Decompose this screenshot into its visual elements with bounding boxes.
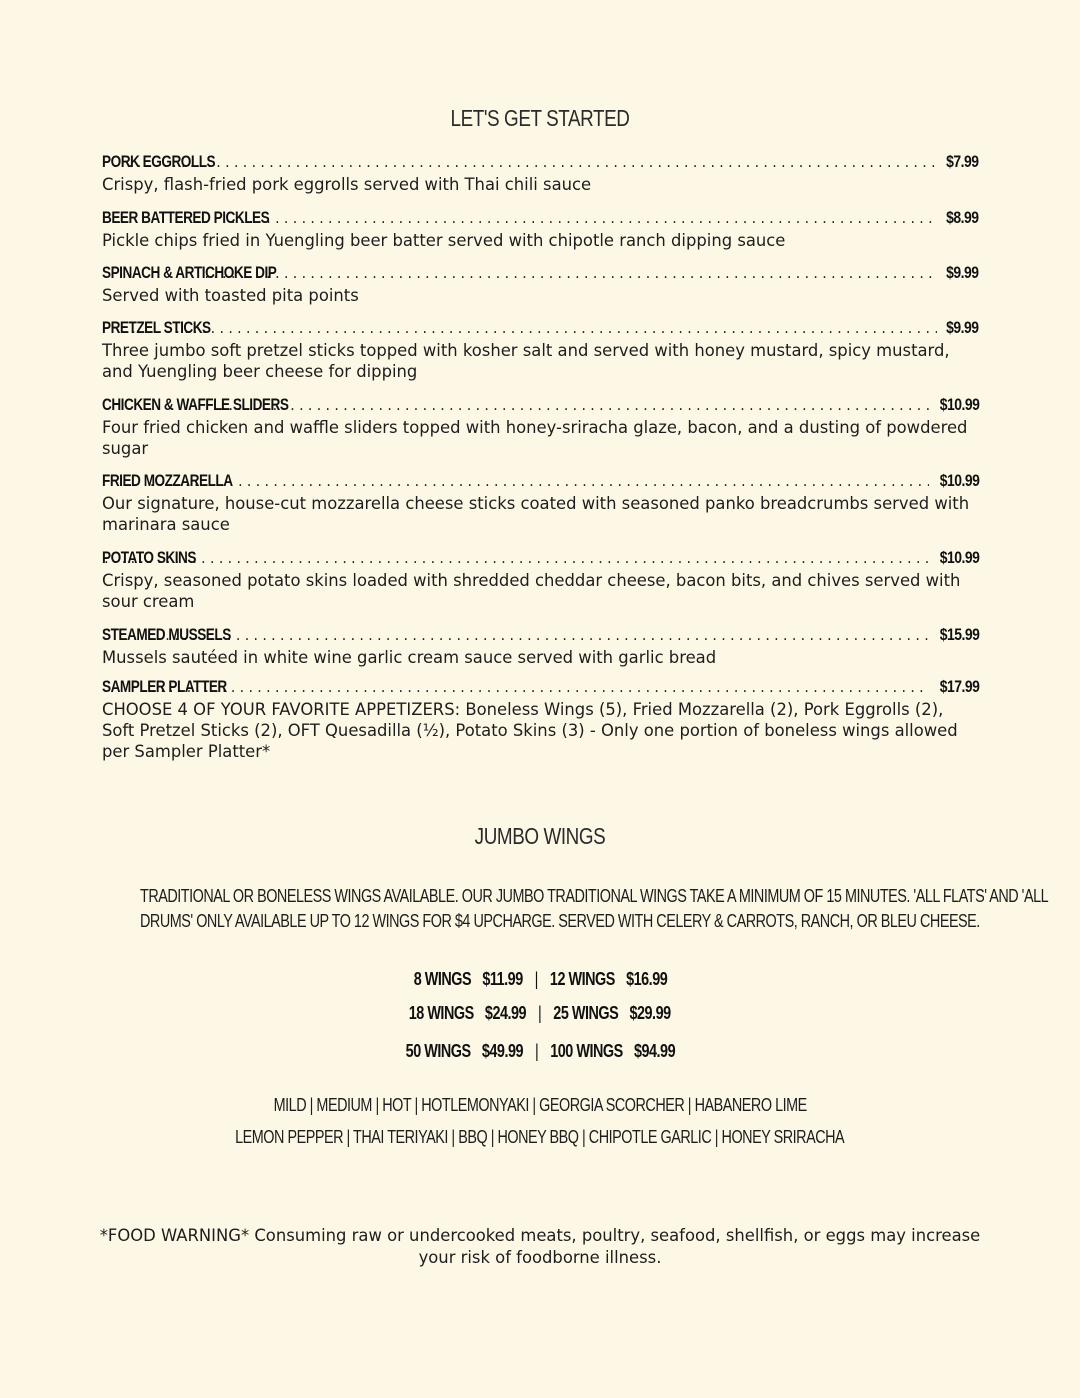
- wing-flavors-text: MILD | MEDIUM | HOT | HOTLEMONYAKI | GEORGIA SCORCHER | HABANERO LIME: [273, 1095, 807, 1115]
- item-name: PRETZEL STICKS: [102, 318, 211, 337]
- menu-item: [102, 318, 979, 382]
- food-warning: *FOOD WARNING* Consuming raw or undercooked meats, poultry, seafood, shellfish, or eggs may increase your risk of foodborne illness.: [99, 1226, 981, 1267]
- wing-price: $49.99: [481, 1041, 523, 1061]
- section-title-starters: LET'S GET STARTED: [450, 105, 630, 131]
- wing-flavors-line: [0, 1095, 1080, 1116]
- menu-item: [102, 395, 979, 459]
- wings-note-line: DRUMS' ONLY AVAILABLE UP TO 12 WINGS FOR $4 UPCHARGE. SERVED WITH CELERY & CARROTS, RANCH, OR BLEU CHEESE.: [140, 911, 980, 931]
- menu-item: [102, 208, 979, 251]
- item-price: $10.99: [939, 548, 979, 567]
- item-name: POTATO SKINS: [102, 548, 196, 567]
- menu-item: [102, 263, 979, 306]
- separator: |: [534, 1041, 538, 1061]
- wing-price: $16.99: [625, 969, 667, 989]
- dot-leader: [218, 400, 928, 412]
- wing-price: $11.99: [481, 969, 523, 989]
- wing-count: 18 WINGS: [409, 1003, 475, 1023]
- wing-price: $24.99: [485, 1003, 527, 1023]
- wing-count: 12 WINGS: [549, 969, 615, 989]
- menu-item: [102, 471, 979, 535]
- wing-price-row: [0, 969, 1080, 990]
- wing-count: 25 WINGS: [553, 1003, 619, 1023]
- wing-price: $29.99: [629, 1003, 671, 1023]
- dot-leader: [141, 682, 928, 694]
- item-price: $17.99: [939, 677, 979, 696]
- item-description: CHOOSE 4 OF YOUR FAVORITE APPETIZERS: Boneless Wings (5), Fried Mozzarella (2), Pork Eggrolls (2), Soft Pretzel Sticks (2), OFT Quesadilla (½), Potato Skins (3) - Only one portion of boneless wings allowed per Sampler Platter*: [102, 700, 958, 761]
- menu-item: [102, 677, 979, 762]
- item-price: $7.99: [946, 152, 979, 171]
- wing-count: 100 WINGS: [549, 1041, 623, 1061]
- item-price: $8.99: [946, 208, 979, 227]
- item-name: STEAMED MUSSELS: [102, 625, 231, 644]
- menu-item: [102, 548, 979, 612]
- dot-leader: [148, 476, 928, 488]
- item-name: FRIED MOZZARELLA: [102, 471, 233, 490]
- section-title-wings: JUMBO WINGS: [474, 823, 606, 849]
- separator: |: [538, 1003, 542, 1023]
- separator: |: [534, 969, 538, 989]
- menu-item: [102, 152, 979, 195]
- item-price: $9.99: [946, 263, 979, 282]
- wing-price-row: [0, 1003, 1080, 1024]
- item-price: $9.99: [946, 318, 979, 337]
- wing-flavors-text: LEMON PEPPER | THAI TERIYAKI | BBQ | HONEY BBQ | CHIPOTLE GARLIC | HONEY SRIRACHA: [235, 1127, 845, 1147]
- item-description: Four fried chicken and waffle sliders topped with honey-sriracha glaze, bacon, and a dusting of powdered sugar: [102, 418, 968, 458]
- wing-price: $94.99: [633, 1041, 675, 1061]
- item-description: Pickle chips fried in Yuengling beer batter served with chipotle ranch dipping sauce: [102, 231, 786, 250]
- item-name: BEER BATTERED PICKLES: [102, 208, 270, 227]
- wing-count: 50 WINGS: [405, 1041, 471, 1061]
- item-price: $15.99: [939, 625, 979, 644]
- wings-note: [40, 884, 1049, 934]
- item-name: PORK EGGROLLS: [102, 152, 216, 171]
- wing-flavors-line: [0, 1127, 1080, 1148]
- dot-leader: [127, 157, 938, 169]
- item-description: Served with toasted pita points: [102, 286, 359, 305]
- dot-leader: [121, 323, 937, 335]
- wing-price-row: [0, 1041, 1080, 1062]
- dot-leader: [194, 213, 937, 225]
- item-description: Crispy, seasoned potato skins loaded with shredded cheddar cheese, bacon bits, and chives served with sour cream: [102, 571, 961, 611]
- item-price: $10.99: [939, 395, 979, 414]
- item-description: Three jumbo soft pretzel sticks topped with kosher salt and served with honey mustard, spicy mustard, and Yuengling beer cheese for dipping: [102, 341, 950, 381]
- item-price: $10.99: [939, 471, 979, 490]
- dot-leader: [146, 630, 928, 642]
- wings-note-line: TRADITIONAL OR BONELESS WINGS AVAILABLE. OUR JUMBO TRADITIONAL WINGS TAKE A MINIMUM OF 15 MINUTES. 'ALL FLATS' AND 'ALL: [140, 886, 1049, 906]
- wing-count: 8 WINGS: [413, 969, 471, 989]
- item-name: SAMPLER PLATTER: [102, 677, 227, 696]
- item-name: CHICKEN & WAFFLE SLIDERS: [102, 395, 289, 414]
- dot-leader: [103, 553, 929, 565]
- menu-item: [102, 625, 979, 668]
- dot-leader: [203, 268, 937, 280]
- item-description: Mussels sautéed in white wine garlic cream sauce served with garlic bread: [102, 648, 717, 667]
- item-description: Crispy, flash-fried pork eggrolls served with Thai chili sauce: [102, 175, 592, 194]
- item-name: SPINACH & ARTICHOKE DIP: [102, 263, 277, 282]
- item-description: Our signature, house-cut mozzarella cheese sticks coated with seasoned panko breadcrumbs served with marinara sauce: [102, 494, 970, 534]
